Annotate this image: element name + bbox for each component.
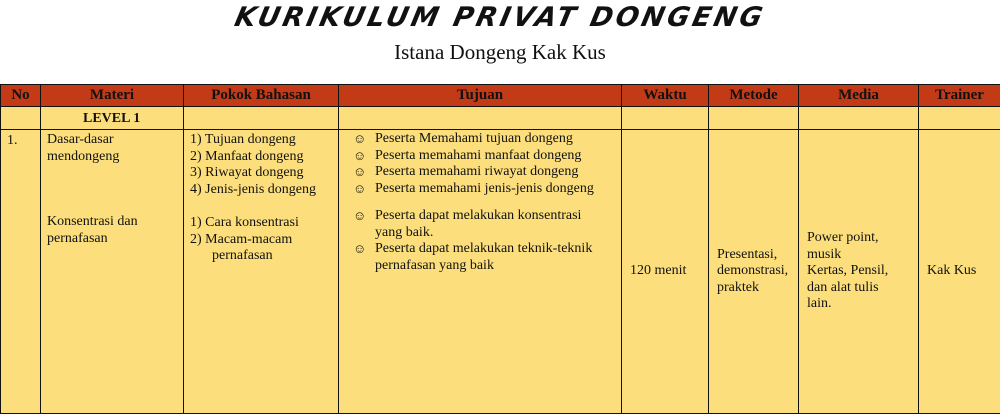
level-row: [1, 107, 1000, 130]
tujuan-item: ☺ Peserta dapat melakukan teknik-teknik: [353, 241, 621, 258]
curriculum-table: [0, 84, 1000, 414]
tujuan-item: ☺ Peserta memahami riwayat dongeng: [353, 164, 621, 181]
col-header-pokok-bahasan: Pokok Bahasan: [184, 85, 339, 107]
smiley-icon: ☺: [353, 131, 375, 148]
cell-pokok-bahasan: [184, 130, 339, 414]
level-cell: [799, 107, 919, 130]
pokok-item: 3) Riwayat dongeng: [190, 165, 338, 182]
cell-tujuan: [339, 130, 622, 414]
pokok-item: 1) Cara konsentrasi: [190, 215, 338, 232]
level-cell: [709, 107, 799, 130]
metode-line: demonstrasi,: [717, 263, 798, 280]
col-header-media: Media: [799, 85, 919, 107]
tujuan-item: ☺ Peserta memahami manfaat dongeng: [353, 148, 621, 165]
media-line: dan alat tulis: [807, 280, 918, 297]
level-cell: [919, 107, 1000, 130]
materi-line: pernafasan: [47, 231, 183, 248]
tujuan-item: ☺ Peserta dapat melakukan konsentrasi: [353, 208, 621, 225]
col-header-tujuan: Tujuan: [339, 85, 622, 107]
pokok-item: pernafasan: [190, 248, 338, 265]
page-title: KURIKULUM PRIVAT DONGENG: [0, 2, 1000, 33]
metode-line: Presentasi,: [717, 247, 798, 264]
metode-line: praktek: [717, 280, 798, 297]
cell-media: [799, 130, 919, 414]
pokok-item: 2) Macam-macam: [190, 232, 338, 249]
col-header-materi: Materi: [41, 85, 184, 107]
level-cell: [339, 107, 622, 130]
level-label: LEVEL 1: [41, 107, 183, 127]
pokok-item: 1) Tujuan dongeng: [190, 132, 338, 149]
materi-line: Konsentrasi dan: [47, 214, 183, 231]
media-line: lain.: [807, 296, 918, 313]
cell-materi: [41, 130, 184, 414]
smiley-icon: ☺: [353, 241, 375, 258]
table-row: [1, 130, 1000, 414]
col-header-trainer: Trainer: [919, 85, 1000, 107]
cell-metode: [709, 130, 799, 414]
media-line: musik: [807, 247, 918, 264]
col-header-metode: Metode: [709, 85, 799, 107]
table-header-row: [1, 85, 1000, 107]
level-cell-no: [1, 107, 41, 130]
level-cell: [622, 107, 709, 130]
level-cell: [184, 107, 339, 130]
page-subtitle: Istana Dongeng Kak Kus: [0, 40, 1000, 65]
media-line: Kertas, Pensil,: [807, 263, 918, 280]
tujuan-item-continuation: pernafasan yang baik: [353, 258, 621, 275]
materi-line: Dasar-dasar: [47, 132, 183, 149]
level-cell-materi: [41, 107, 184, 130]
materi-line: mendongeng: [47, 149, 183, 166]
smiley-icon: ☺: [353, 164, 375, 181]
cell-no: 1.: [1, 130, 41, 414]
cell-trainer: Kak Kus: [919, 130, 1000, 414]
col-header-no: No: [1, 85, 41, 107]
smiley-icon: ☺: [353, 208, 375, 225]
media-line: Power point,: [807, 230, 918, 247]
smiley-icon: ☺: [353, 181, 375, 198]
pokok-item: 4) Jenis-jenis dongeng: [190, 182, 338, 199]
smiley-icon: ☺: [353, 148, 375, 165]
pokok-item: 2) Manfaat dongeng: [190, 149, 338, 166]
tujuan-item: ☺ Peserta memahami jenis-jenis dongeng: [353, 181, 621, 198]
tujuan-item-continuation: yang baik.: [353, 225, 621, 242]
cell-waktu: 120 menit: [622, 130, 709, 414]
col-header-waktu: Waktu: [622, 85, 709, 107]
tujuan-item: ☺ Peserta Memahami tujuan dongeng: [353, 131, 621, 148]
